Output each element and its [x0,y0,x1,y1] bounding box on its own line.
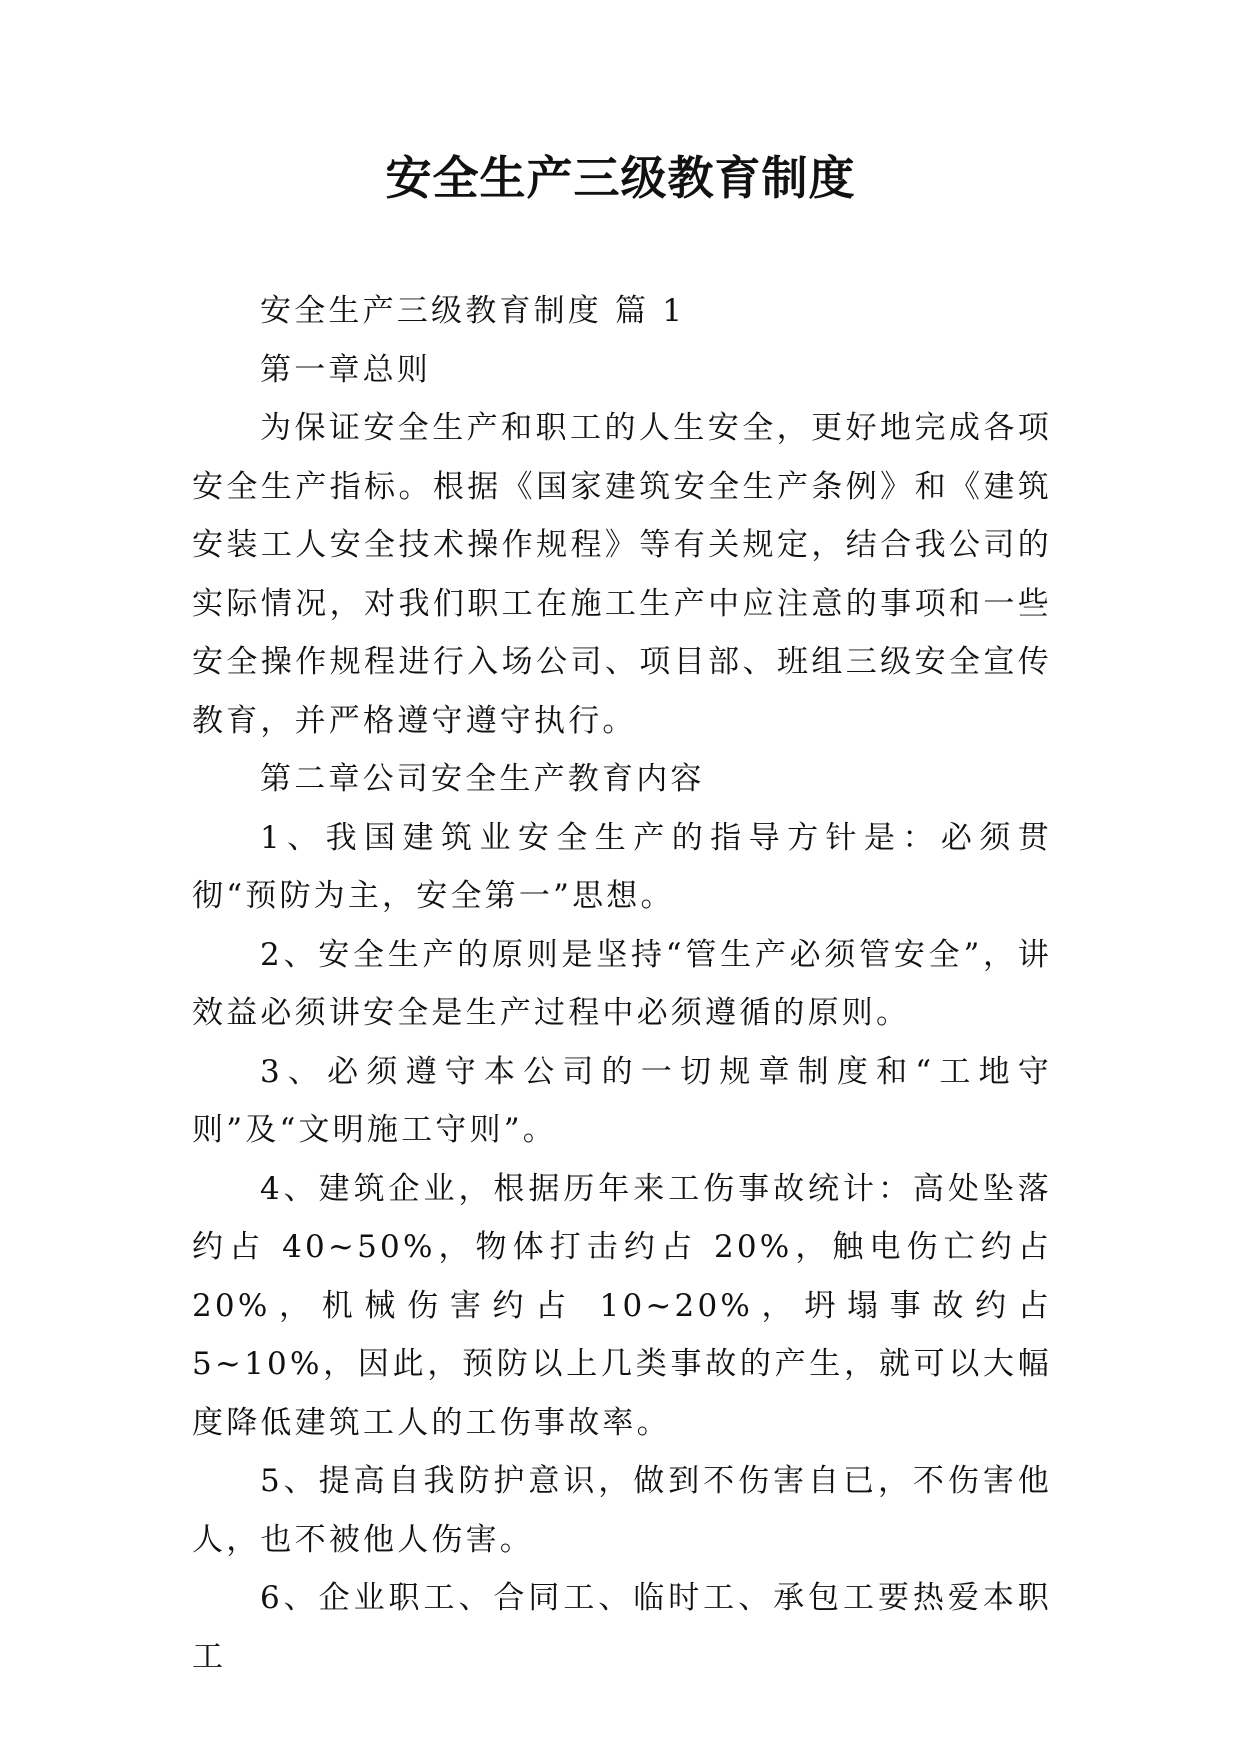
list-item: 3、必须遵守本公司的一切规章制度和“工地守则”及“文明施工守则”。 [192,1053,1052,1148]
chapter-heading: 第二章公司安全生产教育内容 [260,761,705,797]
section-heading: 安全生产三级教育制度 篇 1 [260,293,686,329]
list-item: 5、提高自我防护意识，做到不伤害自已，不伤害他人，也不被他人伤害。 [192,1463,1052,1558]
list-item: 2、安全生产的原则是坚持“管生产必须管安全”，讲效益必须讲安全是生产过程中必须遵循的原则。 [192,936,1052,1031]
list-item: 4、建筑企业，根据历年来工伤事故统计：高处坠落约占 40~50%，物体打击约占 20%，触电伤亡约占 20%，机械伤害约占 10~20%，坍塌事故约占 5~10%，因此，预防以上几类事故的产生，就可以大幅度降低建筑工人的工伤事故率。 [192,1170,1052,1441]
document-body [192,282,1052,1686]
body-paragraph: 为保证安全生产和职工的人生安全，更好地完成各项安全生产指标。根据《国家建筑安全生产条例》和《建筑安装工人安全技术操作规程》等有关规定，结合我公司的实际情况，对我们职工在施工生产中应注意的事项和一些安全操作规程进行入场公司、项目部、班组三级安全宣传教育，并严格遵守遵守执行。 [192,410,1052,739]
list-item: 1、我国建筑业安全生产的指导方针是：必须贯彻“预防为主，安全第一”思想。 [192,819,1052,914]
chapter-heading: 第一章总则 [260,351,431,388]
document-title: 安全生产三级教育制度 [385,151,856,205]
list-item: 6、企业职工、合同工、临时工、承包工要热爱本职工 [192,1580,1052,1675]
